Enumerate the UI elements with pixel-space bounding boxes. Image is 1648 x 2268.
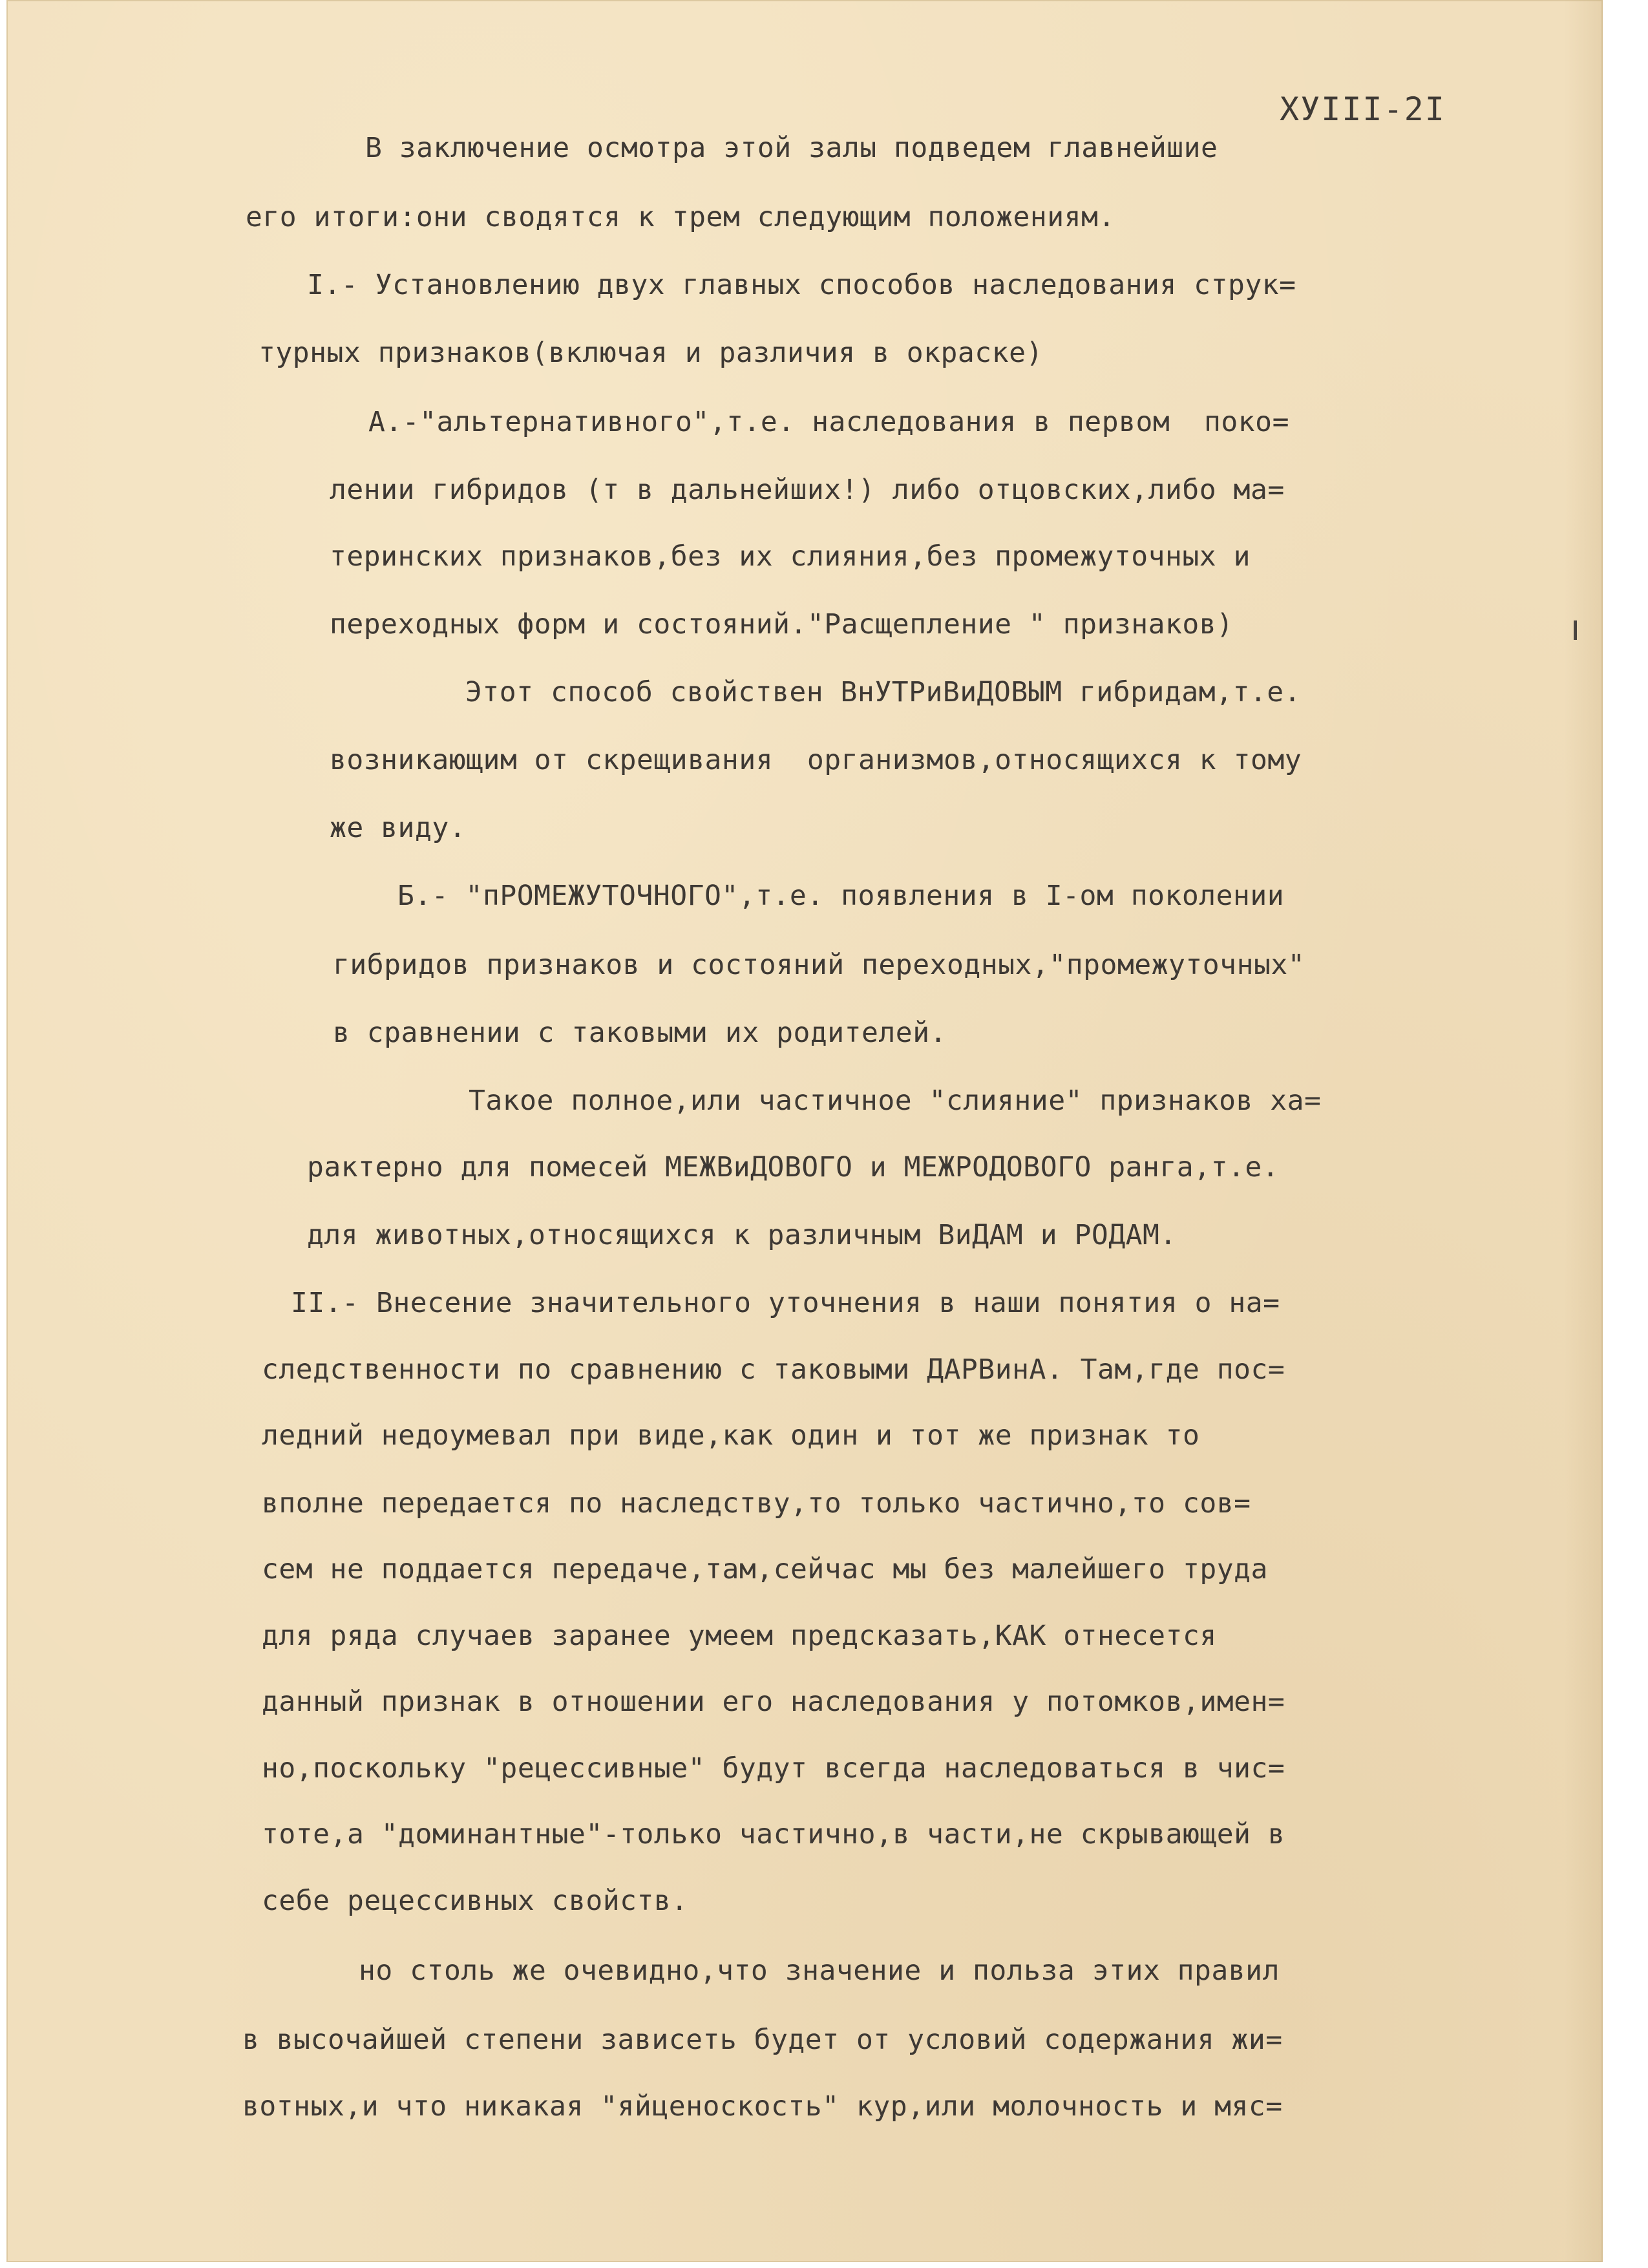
text-line: вотных,и что никакая "яйценоскость" кур,или молочность и мяс= (242, 2090, 1283, 2123)
text-line: I.- Установлению двух главных способов наследования струк= (307, 269, 1296, 301)
text-line: сем не поддается передаче,там,сейчас мы без малейшего труда (262, 1553, 1268, 1585)
margin-mark (1574, 620, 1577, 640)
text-line: для животных,относящихся к различным ВиДАМ и РОДАМ. (307, 1219, 1177, 1251)
text-line: Б.- "пРОМЕЖУТОЧНОГО",т.е. появления в I-ом поколении (397, 880, 1285, 912)
text-line: тоте,а "доминантные"-только частично,в части,не скрывающей в (262, 1818, 1285, 1850)
text-line: турных признаков(включая и различия в окраске) (259, 337, 1043, 369)
text-line: себе рецессивных свойств. (262, 1885, 688, 1917)
text-line: лении гибридов (т в дальнейших!) либо отцовских,либо ма= (330, 474, 1285, 506)
paper-edge-shading (1564, 0, 1603, 2262)
text-line: Этот способ свойствен ВнУТРиВиДОВЫМ гибридам,т.е. (465, 676, 1302, 708)
text-line: следственности по сравнению с таковыми ДАРВинА. Там,где пос= (262, 1353, 1285, 1386)
text-line: ледний недоумевал при виде,как один и тот же признак то (262, 1419, 1200, 1452)
text-line: возникающим от скрещивания организмов,относящихся к тому (330, 744, 1302, 776)
text-line: переходных форм и состояний."Расщепление " признаков) (330, 608, 1234, 641)
text-line: теринских признаков,без их слияния,без промежуточных и (330, 540, 1251, 573)
page-number: ХУIII-2I (1280, 90, 1446, 128)
text-line: Такое полное,или частичное "слияние" признаков ха= (469, 1085, 1322, 1117)
text-line: рактерно для помесей МЕЖВиДОВОГО и МЕЖРОДОВОГО ранга,т.е. (307, 1151, 1280, 1183)
text-line: В заключение осмотра этой залы подведем главнейшие (365, 132, 1218, 164)
typewritten-page (6, 0, 1603, 2262)
text-line: II.- Внесение значительного уточнения в наши понятия о на= (291, 1287, 1280, 1319)
text-line: А.-"альтернативного",т.е. наследования в первом поко= (368, 406, 1289, 438)
text-line: гибридов признаков и состояний переходных,"промежуточных" (333, 949, 1305, 981)
text-line: вполне передается по наследству,то только частично,то сов= (262, 1487, 1251, 1520)
text-line: данный признак в отношении его наследования у потомков,имен= (262, 1686, 1285, 1718)
text-line: его итоги:они сводятся к трем следующим положениям. (246, 201, 1115, 233)
text-line: в сравнении с таковыми их родителей. (333, 1017, 947, 1049)
text-line: же виду. (330, 812, 467, 844)
text-line: но столь же очевидно,что значение и польза этих правил (359, 1955, 1280, 1987)
text-line: но,поскольку "рецессивные" будут всегда наследоваться в чис= (262, 1752, 1285, 1785)
text-line: для ряда случаев заранее умеем предсказать,КАК отнесется (262, 1620, 1217, 1652)
text-line: в высочайшей степени зависеть будет от условий содержания жи= (242, 2024, 1283, 2056)
